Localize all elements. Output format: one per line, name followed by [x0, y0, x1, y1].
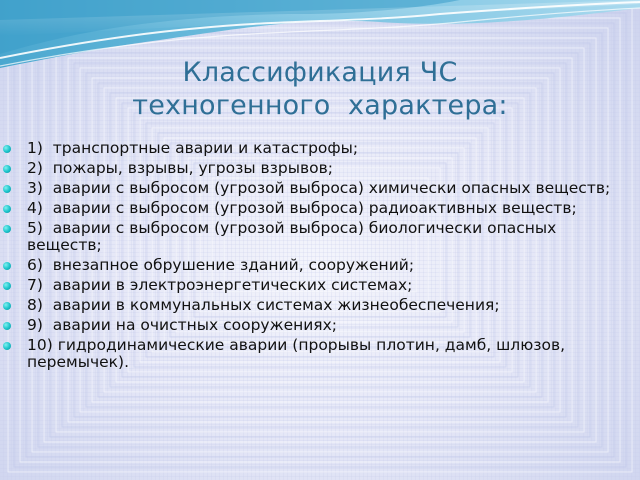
- list-item-text: 10) гидродинамические аварии (прорывы плотин, дамб, шлюзов, перемычек).: [27, 336, 570, 371]
- bullet-icon: [3, 322, 11, 330]
- bullet-icon: [3, 342, 11, 350]
- bullet-icon: [3, 205, 11, 213]
- list-item-text: 8) аварии в коммунальных системах жизнеобеспечения;: [27, 296, 500, 314]
- list-item: [0, 160, 625, 177]
- bullet-icon: [3, 145, 11, 153]
- list-item-text: 1) транспортные аварии и катастрофы;: [27, 139, 359, 157]
- slide-title-line-1: Классификация ЧС: [182, 57, 458, 88]
- list-item: [0, 337, 625, 371]
- list-item: [0, 297, 625, 314]
- bullet-icon: [3, 262, 11, 270]
- list-item-text: 9) аварии на очистных сооружениях;: [27, 316, 338, 334]
- bullet-icon: [3, 302, 11, 310]
- list-item-text: 7) аварии в электроэнергетических системах;: [27, 276, 413, 294]
- list-item: [0, 257, 625, 274]
- slide-title-line-2: техногенного характера:: [132, 90, 508, 121]
- list-item-text: 6) внезапное обрушение зданий, сооружений;: [27, 256, 415, 274]
- list-item-text: 3) аварии с выбросом (угрозой выброса) химически опасных веществ;: [27, 179, 611, 197]
- list-item: [0, 140, 625, 157]
- bullet-icon: [3, 165, 11, 173]
- list-item: [0, 277, 625, 294]
- list-item-text: 2) пожары, взрывы, угрозы взрывов;: [27, 159, 333, 177]
- bullet-icon: [3, 185, 11, 193]
- slide-title: [40, 56, 600, 122]
- classification-list: [0, 140, 625, 374]
- list-item: [0, 317, 625, 334]
- list-item: [0, 180, 625, 197]
- bullet-icon: [3, 282, 11, 290]
- bullet-icon: [3, 225, 11, 233]
- list-item: [0, 220, 625, 254]
- list-item: [0, 200, 625, 217]
- list-item-text: 5) аварии с выбросом (угрозой выброса) биологически опасных веществ;: [27, 219, 562, 254]
- list-item-text: 4) аварии с выбросом (угрозой выброса) радиоактивных веществ;: [27, 199, 577, 217]
